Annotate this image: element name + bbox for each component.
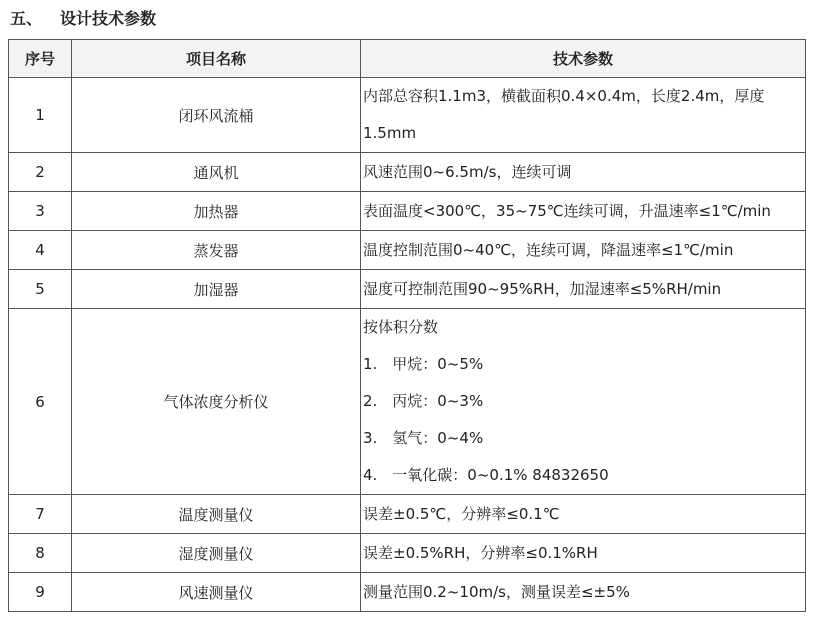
cell-name: 风速测量仪 (72, 573, 361, 612)
param-line: 表面温度<300℃，35~75℃连续可调，升温速率≤1℃/min (363, 201, 771, 220)
cell-params (361, 534, 806, 573)
cell-no: 5 (9, 270, 72, 309)
param-line: 温度控制范围0~40℃，连续可调，降温速率≤1℃/min (363, 240, 734, 259)
param-line: 按体积分数 (363, 318, 439, 336)
cell-params (361, 309, 806, 495)
cell-params (361, 495, 806, 534)
table-row (9, 192, 806, 231)
cell-params (361, 270, 806, 309)
section-title: 设计技术参数 (60, 9, 157, 28)
header-name: 项目名称 (72, 40, 361, 78)
param-line: 误差±0.5℃，分辨率≤0.1℃ (363, 504, 560, 523)
param-line: 4. 一氧化碳：0~0.1% 84832650 (363, 466, 609, 484)
table-row (9, 573, 806, 612)
section-heading (10, 6, 156, 29)
cell-params (361, 78, 806, 153)
table-body (9, 78, 806, 612)
cell-name: 闭环风流桶 (72, 78, 361, 153)
table-row (9, 495, 806, 534)
cell-no: 9 (9, 573, 72, 612)
cell-no: 1 (9, 78, 72, 153)
cell-name: 通风机 (72, 153, 361, 192)
cell-params (361, 231, 806, 270)
table-row (9, 309, 806, 495)
cell-name: 温度测量仪 (72, 495, 361, 534)
table-row (9, 534, 806, 573)
param-line: 误差±0.5%RH，分辨率≤0.1%RH (363, 543, 598, 562)
table-row (9, 231, 806, 270)
cell-no: 8 (9, 534, 72, 573)
cell-no: 7 (9, 495, 72, 534)
table-header-row (9, 40, 806, 78)
param-line: 3. 氢气：0~4% (363, 429, 484, 447)
param-line: 风速范围0~6.5m/s，连续可调 (363, 162, 572, 181)
cell-name: 湿度测量仪 (72, 534, 361, 573)
table-row (9, 153, 806, 192)
param-line: 1. 甲烷：0~5% (363, 355, 484, 373)
cell-name: 气体浓度分析仪 (72, 309, 361, 495)
cell-no: 2 (9, 153, 72, 192)
cell-params (361, 153, 806, 192)
section-number: 五、 (10, 9, 43, 28)
cell-no: 4 (9, 231, 72, 270)
cell-params (361, 192, 806, 231)
cell-name: 加热器 (72, 192, 361, 231)
param-line: 2. 丙烷：0~3% (363, 392, 484, 410)
param-line: 湿度可控制范围90~95%RH，加湿速率≤5%RH/min (363, 279, 722, 298)
cell-name: 蒸发器 (72, 231, 361, 270)
header-params: 技术参数 (361, 40, 806, 78)
cell-name: 加湿器 (72, 270, 361, 309)
parameters-table (8, 39, 806, 612)
cell-params (361, 573, 806, 612)
param-line: 测量范围0.2~10m/s，测量误差≤±5% (363, 582, 630, 601)
cell-no: 3 (9, 192, 72, 231)
param-line: 1.5mm (363, 124, 417, 142)
cell-no: 6 (9, 309, 72, 495)
table-row (9, 270, 806, 309)
table-row (9, 78, 806, 153)
param-line: 内部总容积1.1m3，横截面积0.4×0.4m，长度2.4m，厚度 (363, 87, 765, 105)
header-no: 序号 (9, 40, 72, 78)
